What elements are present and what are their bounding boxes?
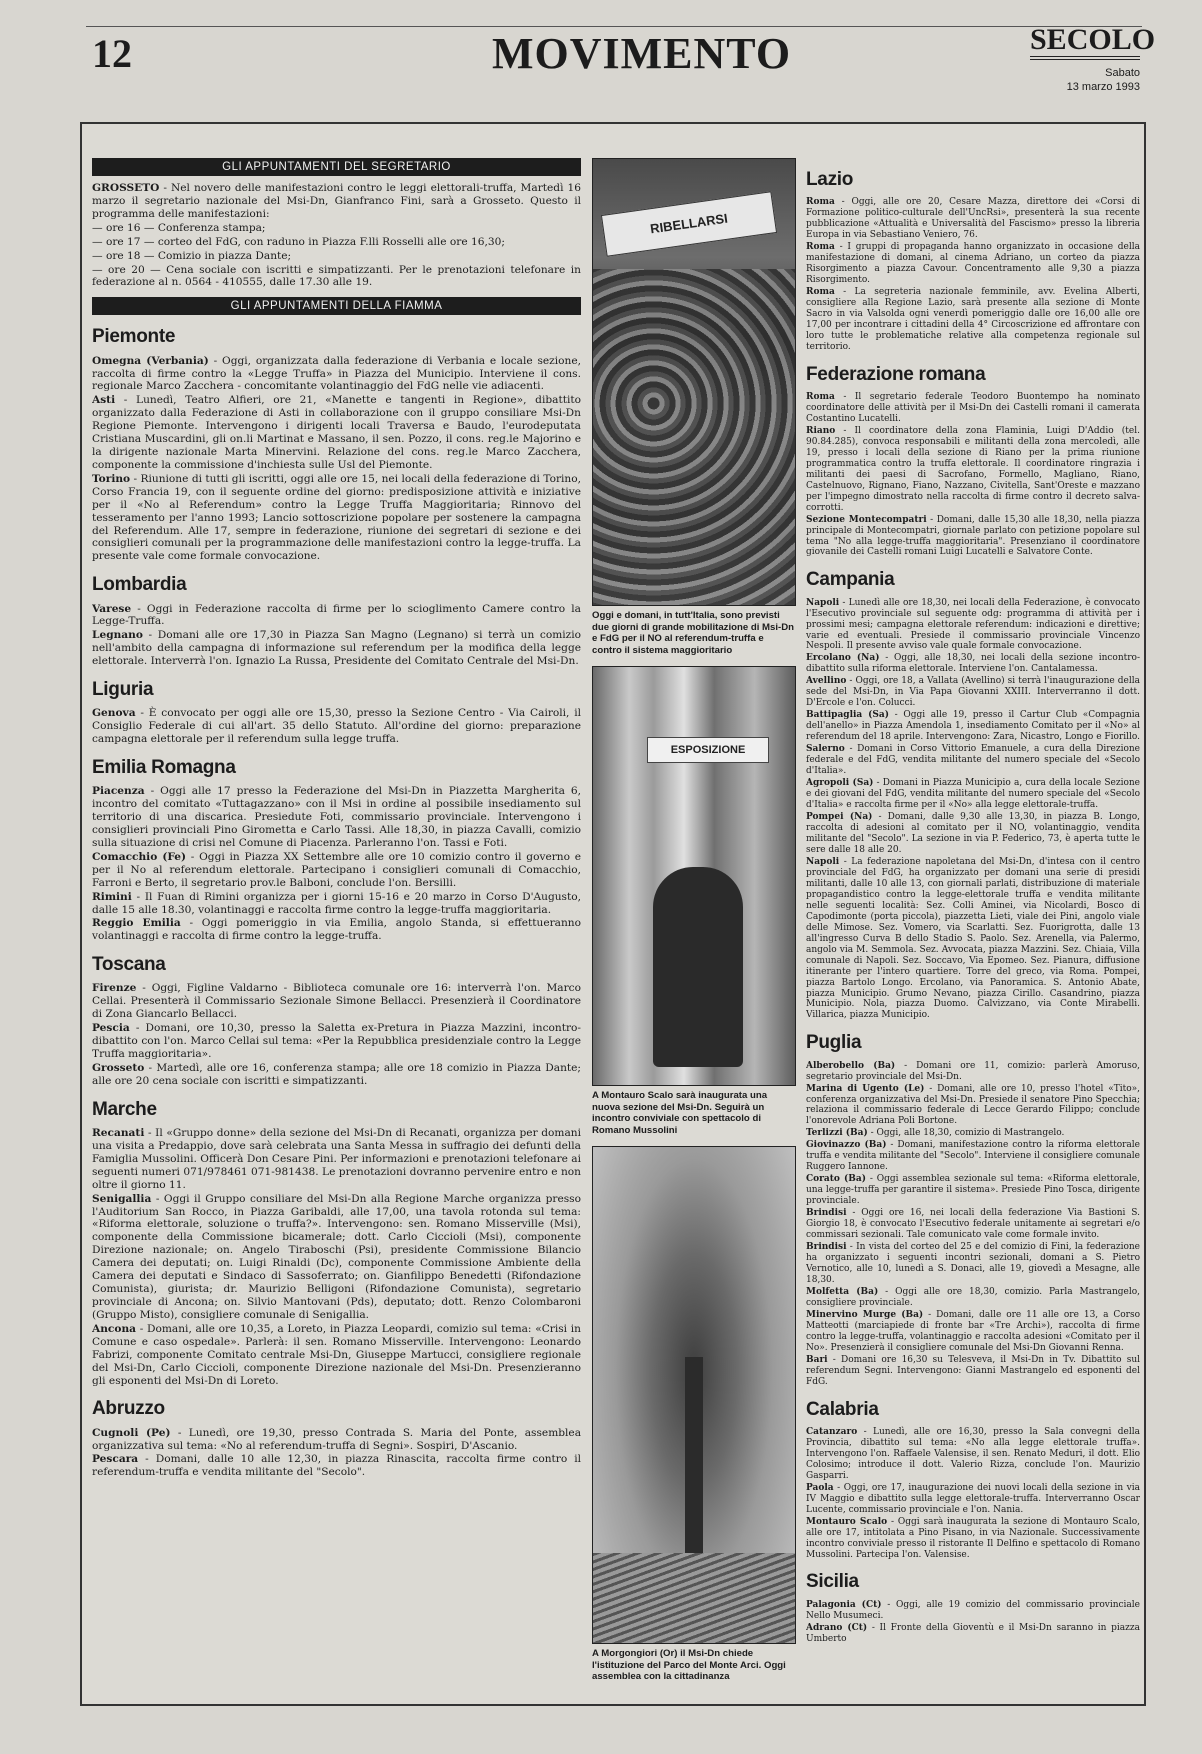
issue-date	[1030, 66, 1140, 95]
announcement-text: - Domani, dalle 15,30 alle 18,30, nella piazza principale di Montecompatri, giornale parlato con petizione popolare sul tema "No alla legge-truffa maggioritaria". Presenziano il coordinatore giovanile dei Castelli romani Luigi Lucatelli e Salvatore Conte.	[806, 514, 1140, 558]
announcement-location: Ancona	[92, 1322, 137, 1335]
announcement-text: - Lunedì alle ore 18,30, nei locali della Federazione, è convocato l'Esecutivo provinciale sul seguente odg: programma di attività per i prossimi mesi; campagna elettorale referendum: indicazioni e direttive; varie ed eventuali. Presiede il commissario provinciale Vincenzo Nespoli. Il presente avviso vale quale formale convocazione.	[806, 597, 1140, 652]
announcement-text: - Oggi in Piazza XX Settembre alle ore 10 comizio contro il governo e per il No al referendum elettorale. Partecipano i consiglieri comunali di Comacchio, Farroni e Berto, il segretario prov.le Balboni, conclude l'on. Bersilli.	[92, 850, 581, 889]
announcement	[806, 1242, 1140, 1286]
announcement	[92, 1427, 581, 1453]
announcement	[806, 1174, 1140, 1207]
announcement-location: Minervino Murge (Ba)	[806, 1309, 924, 1320]
announcement	[92, 250, 581, 263]
announcement	[92, 1127, 581, 1192]
announcement-location: Cugnoli (Pe)	[92, 1426, 171, 1439]
announcement-location: Ercolano (Na)	[806, 653, 880, 664]
announcement	[806, 515, 1140, 559]
announcement-location: Roma	[806, 391, 835, 402]
segretario-section	[92, 182, 581, 289]
announcement-text: - Il «Gruppo donne» della sezione del Msi-Dn di Recanati, organizza per domani una visita a Predappio, dove sarà celebrata una Santa Messa in suffragio dei defunti della Famiglia Mussolini. Officerà Don Cesare Pini. Per informazioni e prenotazioni telefonare ai seguenti numeri 071/978461 071-981438. Le prenotazioni dovranno pervenire entro e non oltre il giorno 11.	[92, 1127, 581, 1191]
announcement-text: - Domani ore 16,30 su Telesveva, il Msi-Dn in Tv. Dibattito sul referendum Segni. Intervengono: Gianni Mastrangelo ed esponenti del FdG.	[806, 1354, 1140, 1387]
announcement-location: Marina di Ugento (Le)	[806, 1083, 925, 1094]
middle-column	[592, 158, 796, 1693]
announcement-text: - Il segretario federale Teodoro Buontempo ha nominato coordinatore delle attività per il Msi-Dn dei Castelli romani il camerata Costantino Lucatelli.	[806, 391, 1140, 424]
announcement-text: - Oggi pomeriggio in via Emilia, angolo Standa, si effettueranno volantinaggi e raccolta di firme contro la legge-truffa.	[92, 917, 581, 943]
announcement-text: - Oggi, alle 18,30, comizio di Mastrangelo.	[867, 1128, 1065, 1139]
announcement-text: - Oggi in Federazione raccolta di firme per lo scioglimento Camere contro la Legge-Truffa.	[92, 602, 581, 628]
announcement-location: Napoli	[806, 856, 840, 867]
announcement	[806, 1128, 1140, 1139]
announcement-location: Alberobello (Ba)	[806, 1060, 896, 1071]
announcement	[92, 355, 581, 394]
announcement	[92, 473, 581, 563]
announcement-text: - Domani, dalle 10 alle 12,30, in piazza Rinascita, raccolta firme contro il referendum-truffa e vendita militante del "Secolo".	[92, 1453, 581, 1479]
announcement	[806, 1084, 1140, 1128]
announcement-location: Corato (Ba)	[806, 1174, 866, 1185]
rally-caption: Oggi e domani, in tutt'Italia, sono previsti due giorni di grande mobilitazione di Msi-Dn e FdG per il NO al referendum-truffa e contro il sistema maggioritario	[592, 610, 795, 656]
announcement	[806, 1355, 1140, 1388]
announcement	[92, 236, 581, 249]
park-photo	[592, 1146, 796, 1644]
announcement-location: Napoli	[806, 597, 840, 608]
announcement-text: - Domani alle ore 17,30 in Piazza San Magno (Legnano) si terrà un comizio nell'ambito della campagna di informazione sul referendum per la modifica della legge elettorale. Interverrà l'on. Ignazio La Russa, Presidente del Comitato Centrale del Msi-Dn.	[92, 629, 581, 668]
announcement-location: Battipaglia (Sa)	[806, 710, 890, 721]
left-regions	[92, 325, 581, 1479]
announcement-location: Molfetta (Ba)	[806, 1286, 879, 1297]
announcement-text: - Domani in Corso Vittorio Emanuele, a cura della Direzione federale e del FdG, vendita militante del numero speciale del «Secolo d'Italia».	[806, 744, 1140, 777]
announcement-location: Catanzaro	[806, 1426, 858, 1437]
left-column	[92, 158, 581, 1702]
announcement	[806, 1287, 1140, 1309]
announcement-text: - Domani, dalle 9,30 alle 13,30, in piazza B. Longo, raccolta di adesioni al comitato per il NO, volantinaggio, vendita militante del "Secolo". La sezione in via P. Federico, 73, è aperta tutte le sere dalle 18 alle 20.	[806, 812, 1140, 855]
announcement-text: - Riunione di tutti gli iscritti, oggi alle ore 15, nei locali della federazione di Torino, Corso Francia 19, con il seguente ordine del giorno: predisposizione attività e iniziative per il «No al Referendum» contro la Legge Truffa Maggioritaria; Rinnovo del tesseramento per l'anno 1993; Lancio sottoscrizione popolare per sostenere la campagna del Referendum. Alle 17, sempre in federazione, riunione dei segretari di sezione e dei consiglieri comunali per la programmazione delle manifestazioni contro la legge-truffa. La presente vale come formale convocazione.	[92, 472, 581, 563]
announcement	[92, 707, 581, 746]
announcement-text: — ore 18 — Comizio in piazza Dante;	[92, 249, 292, 262]
masthead	[1030, 23, 1156, 94]
announcement-text: - Lunedì, alle ore 16,30, presso la Sala convegni della Provincia, dibattito sul tema: «No alla legge elettorale truffa». Intervengono l'on. Raffaele Valensise, il sen. Renato Meduri, il dott. Elio Colosimo; introduce il dott. Valerio Rizza, conclude l'on. Maurizio Gasparri.	[806, 1426, 1140, 1481]
announcement-location: Adrano (Ct)	[806, 1622, 868, 1633]
announcement-text: - Domani, manifestazione contro la riforma elettorale truffa e vendita militante del "Secolo". Interviene il consigliere comunale Ruggero Iannone.	[806, 1140, 1140, 1173]
announcement-location: Avellino	[806, 676, 847, 687]
announcement-text: - Il Fronte della Gioventù e il Msi-Dn saranno in piazza Umberto	[806, 1622, 1140, 1644]
announcement	[806, 1623, 1140, 1645]
announcement-location: Agropoli (Sa)	[806, 778, 874, 789]
announcement	[92, 891, 581, 917]
announcement-location: Legnano	[92, 629, 143, 642]
announcement	[92, 851, 581, 890]
announcement	[806, 778, 1140, 811]
announcement-text: - Domani, alle ore 10,35, a Loreto, in Piazza Leopardi, comizio sul tema: «Crisi in Comune e caso ospedale». Parlerà: il sen. Romano Misserville. Intervengono: Leonardo Fabrizi, componente Comitato centrale Msi-Dn, Giuseppe Martucci, consigliere regionale del Msi-Dn, Carlo Ciccioli, componente Direzione nazionale del Msi-Dn. Presenzieranno gli esponenti del Msi-Dn di Loreto.	[92, 1322, 581, 1387]
announcement-location: Genova	[92, 707, 136, 720]
announcement-text: - Oggi, organizzata dalla federazione di Verbania e locale sezione, raccolta di firme contro la «Legge Truffa» in Piazza del Municipio. Interviene il cons. regionale Marco Zacchera - concomitante volantinaggio del FdG nelle vie adiacenti.	[92, 354, 581, 393]
announcement-text: - Oggi alle ore 18,30, comizio. Parla Mastrangelo, consigliere provinciale.	[806, 1286, 1140, 1308]
region-heading: Liguria	[92, 679, 154, 701]
park-caption: A Morgongiori (Or) il Msi-Dn chiede l'istituzione del Parco del Monte Arci. Oggi assemblea con la cittadinanza	[592, 1648, 786, 1682]
announcement-text: - Lunedì, ore 19,30, presso Contrada S. Maria del Ponte, assemblea organizzativa sul tema: «No al referendum-truffa di Segni». Sospiri, D'Ascanio.	[92, 1426, 581, 1452]
announcement-location: Pescia	[92, 1022, 130, 1035]
crowd-image	[593, 269, 795, 605]
announcement-location: Riano	[806, 425, 836, 436]
announcement-text: - In vista del corteo del 25 e del comizio di Fini, la federazione ha organizzato i seguenti incontri sezionali, domani a S. Pietro Vernotico, alle 10, lunedì a S. Donaci, alle 19, giovedì a Mesagne, alle 18,30.	[806, 1242, 1140, 1285]
region-heading: Lombardia	[92, 574, 187, 596]
announcement	[806, 1427, 1140, 1482]
announcement-text: - È convocato per oggi alle ore 15,30, presso la Sezione Centro - Via Cairoli, il Consiglio Federale di cui all'art. 35 dello Statuto. All'ordine del giorno: preparazione campagna elettorale per il referendum sulla legge truffa.	[92, 707, 581, 746]
announcement-text: - Domani, alle ore 10, presso l'hotel «Tito», conferenza organizzativa del Msi-Dn. Presiede il senatore Pino Specchia; relaziona il commissario federale di Lecce Gerardo Filippo; conclude l'onorevole Adriana Poli Bortone.	[806, 1083, 1140, 1127]
announcement-text: — ore 20 — Cena sociale con iscritti e simpatizzanti. Per le prenotazioni telefonare in federazione al n. 0564 - 410555, dalle 17.30 alle 19.	[92, 263, 581, 289]
region-heading: Emilia Romagna	[92, 757, 236, 779]
announcement	[92, 917, 581, 943]
right-column	[806, 158, 1140, 1702]
announcement-text: — ore 17 — corteo del FdG, con raduno in Piazza F.lli Rosselli alle ore 16,30;	[92, 235, 505, 248]
announcement	[806, 426, 1140, 514]
announcement-text: - Domani in Piazza Municipio a, cura della locale Sezione e dei giovani del FdG, vendita militante del numero speciale del «Secolo d'Italia» e raccolta firme per il «No» alla legge elettorale-truffa.	[806, 778, 1140, 811]
announcement-location: Roma	[806, 242, 835, 253]
segretario-bar: GLI APPUNTAMENTI DEL SEGRETARIO	[92, 158, 581, 176]
announcement-text: - Domani, dalle ore 11 alle ore 13, a Corso Matteotti (marciapiede di fronte bar «Tre Archi»), raccolta di firme contro la legge-truffa, volantinaggio e raccolta adesioni «Comitato per il No». Presenzierà il consigliere comunale del Msi-Dn Giovanni Renna.	[806, 1309, 1140, 1353]
announcement-text: - Oggi alle 17 presso la Federazione del Msi-Dn in Piazzetta Margherita 6, incontro del comitato «Tuttagazzano» con il Msi in ordine al possibile insediamento sul territorio di una discarica. Presiedute Foti, commissario provinciale. Intervengono i consiglieri provinciali Pino Girometta e Carlo Tassi. Alle 18,30, in piazza Cavalli, comizio sulla situazione di crisi nel Comune di Piacenza. Parleranno l'on. Tassi e Foti.	[92, 785, 581, 849]
issue-date-text: 13 marzo 1993	[1066, 80, 1140, 93]
announcement-location: Torino	[92, 472, 131, 485]
announcement	[92, 982, 581, 1021]
announcement-location: Rimini	[92, 890, 132, 903]
announcement-text: - Oggi, ore 18, a Vallata (Avellino) si terrà l'inaugurazione della sede del Msi-Dn, in Via Papa Giovanni XXIII. Interverranno il dott. D'Ercole e l'on. Colucci.	[806, 676, 1140, 709]
announcement	[806, 598, 1140, 653]
announcement-location: Pescara	[92, 1453, 139, 1466]
announcement-text: - Oggi il Gruppo consiliare del Msi-Dn alla Regione Marche organizza presso l'Auditorium San Rocco, in Piazza Garibaldi, alle 17,00, una tavola rotonda sul tema: «Riforma elettorale, soluzione o truffa?». Intervengono: sen. Romano Misserville (Msi), componente della Commissione bicamerale; dott. Carlo Ciccioli (Msi), componente Direzione nazionale; on. Angelo Tiraboschi (Psi), presidente Commissione Bilancio Camera dei deputati; on. Luigi Rinaldi (Dc), componente Commissione Ambiente della Camera dei deputati e Sindaco di Sassoferrato; on. Gianfilippo Benedetti (Rifondazione Comunista), giurista; dr. Maurizio Belligoni (Rifondazione Comunista), segretario provinciale di Ancona; on. Silvio Mantovani (Pds), deputato; dott. Renzo Colombaroni (Gruppo Misto), consigliere comunale di Senigallia.	[92, 1192, 581, 1321]
announcement-text: - La segreteria nazionale femminile, avv. Evelina Alberti, consigliere alla Regione Lazio, sarà presente alla sezione di Monte Sacro in via Valsolda ogni venerdì pomeriggio dalle ore 16,00 alle ore 17,00 per incontrare i cittadini della 4° Circoscrizione ed affrontare con loro tutte le problematiche relative alla competenza regionale sul territorio.	[806, 286, 1140, 352]
region-heading: Sicilia	[806, 1571, 859, 1593]
announcement-text: - Il Fuan di Rimini organizza per i giorni 15-16 e 20 marzo in Corso D'Augusto, dalle 15 alle 18.30, volantinaggi e raccolta firme contro la legge-truffa maggioritaria.	[92, 890, 581, 916]
announcement	[92, 785, 581, 850]
region-heading: Marche	[92, 1098, 157, 1120]
announcement	[92, 182, 581, 221]
announcement	[92, 629, 581, 668]
announcement	[806, 1208, 1140, 1241]
announcement-text: — ore 16 — Conferenza stampa;	[92, 221, 266, 234]
announcement	[806, 287, 1140, 353]
announcement-location: Piacenza	[92, 785, 145, 798]
region-heading: Abruzzo	[92, 1398, 165, 1420]
announcement-location: Brindisi	[806, 1208, 847, 1219]
ground-image	[593, 1553, 795, 1643]
announcement	[806, 1600, 1140, 1622]
announcement	[806, 1483, 1140, 1516]
announcement	[806, 812, 1140, 856]
announcement-text: - Nel novero delle manifestazioni contro le leggi elettorali-truffa, Martedì 16 marzo il segretario nazionale del Msi-Dn, Gianfranco Fini, sarà a Grosseto. Questo il programma delle manifestazioni:	[92, 182, 581, 220]
announcement-text: - Domani, ore 10,30, presso la Saletta ex-Pretura in Piazza Mazzini, incontro-dibattito con l'on. Marco Cellai sul tema: «Per la Repubblica presidenziale contro la Legge Truffa maggioritaria».	[92, 1022, 581, 1061]
announcement	[806, 744, 1140, 777]
announcement-location: Grosseto	[92, 1061, 145, 1074]
top-rule	[86, 26, 1142, 27]
announcement	[806, 676, 1140, 709]
announcement-location: Senigallia	[92, 1192, 152, 1205]
announcement-location: Terlizzi (Ba)	[806, 1128, 868, 1139]
announcement-location: Brindisi	[806, 1242, 847, 1253]
section-sign: ESPOSIZIONE	[647, 737, 769, 763]
page-frame	[80, 122, 1146, 1706]
announcement-text: - Domani ore 11, comizio: parlerà Amoruso, segretario provinciale del Msi-Dn.	[806, 1060, 1140, 1082]
announcement-location: Comacchio (Fe)	[92, 850, 187, 863]
region-heading: Puglia	[806, 1032, 862, 1054]
announcement-text: - Oggi, alle ore 20, Cesare Mazza, direttore dei «Corsi di Formazione politico-culturale dell'UncRsi», presenterà la sua recente pubblicazione «Attualità e Universalità del Fascismo» presso la libreria Europa in via Sebastiano Veniero, 76.	[806, 197, 1140, 241]
announcement	[92, 1193, 581, 1322]
announcement	[92, 1323, 581, 1388]
announcement	[806, 197, 1140, 241]
announcement-location: Palagonia (Ct)	[806, 1599, 882, 1610]
announcement	[806, 1061, 1140, 1083]
announcement	[92, 603, 581, 629]
region-heading: Piemonte	[92, 326, 176, 348]
announcement-location: Varese	[92, 602, 132, 615]
person-figure	[653, 867, 743, 1067]
announcement	[92, 264, 581, 290]
rally-banner: RIBELLARSI	[601, 191, 777, 257]
region-heading: Federazione romana	[806, 363, 986, 385]
announcement	[806, 392, 1140, 425]
page-number: 12	[92, 31, 132, 76]
region-heading: Lazio	[806, 169, 854, 190]
announcement-location: Montauro Scalo	[806, 1516, 888, 1527]
announcement-location: Sezione Montecompatri	[806, 514, 927, 525]
announcement-location: Reggio Emilia	[92, 917, 181, 930]
region-heading: Campania	[806, 569, 895, 591]
section-title: MOVIMENTO	[492, 29, 792, 78]
announcement-text: - Martedì, alle ore 16, conferenza stampa; alle ore 18 comizio in Piazza Dante; alle ore 20 cena sociale con iscritti e simpatizzanti.	[92, 1061, 581, 1087]
announcement-location: Salerno	[806, 744, 845, 755]
announcement-location: Paola	[806, 1482, 834, 1493]
announcement-text: - La federazione napoletana del Msi-Dn, d'intesa con il centro provinciale del FdG, ha organizzato per domani una serie di presidi militanti, dalle 10 alle 13, con giornali parlati, distribuzione di materiale propagandistico contro la legge-elettorale truffa e vendita militante nelle seguenti località: Sez. Colli Aminei, via Nicolardi, Bosco di Capodimonte (porta piccola), piazzetta Lieti, viale dei Pini, angolo viale delle Mimose. Sez. Vomero, via Scarlatti. Sez. Fuorigrotta, dalle 13 all'ingresso Curva B dello Stadio S. Paolo. Sez. Arenella, via Palermo, angolo via M. Semmola. Sez. Avvocata, piazza Mazzini. Sez. Chiaia, Villa comunale di Napoli. Sez. Soccavo, Via Epomeo. Sez. Pianura, diffusione itinerante per l'intero quartiere. Torre del greco, via Roma. Pompei, piazza Bartolo Longo. Ercolano, via Panoramica. S. Antonio Abate, piazza Municipio. Grumo Nevano, piazza Cirillo. Casandrino, piazza Municipio. Nola, piazza Duomo. Calvizzano, via Conte Mirabelli. Villarica, piazza Municipio.	[806, 856, 1140, 1021]
section-photo	[592, 666, 796, 1086]
announcement-location: GROSSETO	[92, 182, 160, 195]
announcement-text: - Oggi sarà inaugurata la sezione di Montauro Scalo, alle ore 17, intitolata a Pino Pisano, in via Nazionale. Successivamente incontro conviviale presso il ristorante Il Delfino e spettacolo di Romano Mussolini. Partecipa l'on. Valensise.	[806, 1516, 1140, 1560]
announcement	[806, 653, 1140, 675]
announcement-text: - Il coordinatore della zona Flaminia, Luigi D'Addio (tel. 90.84.285), convoca responsabili e militanti della zona mercoledì, alle 19, presso i locali della sezione di Riano per la prima riunione programmatica contro la truffa elettorale. Il coordinatore ringrazia i militanti dei paesi di Sacrofano, Formello, Magliano, Riano, Castelnuovo, Rignano, Fiano, Nazzano, Civitella, Sant'Oreste e mazzano per l'impegno dimostrato nella raccolta di firme contro il decreto salva-corrotti.	[806, 425, 1140, 513]
fiamma-bar: GLI APPUNTAMENTI DELLA FIAMMA	[92, 297, 581, 315]
announcement	[92, 1062, 581, 1088]
announcement-location: Omegna (Verbania)	[92, 354, 209, 367]
announcement-location: Bari	[806, 1354, 828, 1365]
announcement-location: Roma	[806, 197, 835, 208]
announcement	[806, 857, 1140, 1022]
region-heading: Toscana	[92, 954, 166, 976]
announcement-text: - Oggi alle 19, presso il Cartur Club «Compagnia dell'anello» in Piazza Amendola 1, insediamento Comitato per il «No» al referendum del 18 aprile. Intervengono: Zara, Nicastro, Longo e Fiorillo.	[806, 710, 1140, 743]
section-caption: A Montauro Scalo sarà inaugurata una nuova sezione del Msi-Dn. Seguirà un incontro conviviale con spettacolo di Romano Mussolini	[592, 1090, 768, 1136]
announcement-text: - Oggi, ore 17, inaugurazione dei nuovi locali della sezione in via IV Maggio e dibattito sulla legge elettorale-truffa. Interverranno Oscar Lucente, commissario provinciale e l'on. Nania.	[806, 1482, 1140, 1515]
announcement	[806, 242, 1140, 286]
announcement-location: Recanati	[92, 1127, 145, 1139]
announcement-text: - Oggi, Figline Valdarno - Biblioteca comunale ore 16: interverrà l'on. Marco Cellai. Presenterà il Commissario Sezionale Simone Bellacci. Presenzierà il Coordinatore di Zona Giancarlo Bellacci.	[92, 982, 581, 1021]
announcement	[806, 710, 1140, 743]
announcement-location: Firenze	[92, 982, 137, 995]
announcement	[92, 1022, 581, 1061]
announcement-location: Asti	[92, 394, 116, 407]
announcement-text: - Lunedì, Teatro Alfieri, ore 21, «Manette e tangenti in Regione», dibattito organizzato dalla Federazione di Asti in collaborazione con il gruppo consiliare Msi-Dn Regione Piemonte. Intervengono i dirigenti locali Traversa e Baudo, l'eurodeputata Cristiana Muscardini, gli on.li Martinat e Massano, il sen. Pozzo, il cons. reg.le Majorino e la dirigente nazionale Marta Minervini. Relazione del cons. reg.le Marco Zacchera, componente la commissione d'inchiesta sulle Usl del Piemonte.	[92, 394, 581, 471]
announcement-text: - I gruppi di propaganda hanno organizzato in occasione della manifestazione di domani, al cinema Adriano, un corteo da piazza Risorgimento a piazza Cavour. Concentramento alle 9,30 a piazza Risorgimento.	[806, 242, 1140, 285]
rally-photo	[592, 158, 796, 606]
announcement	[92, 222, 581, 235]
announcement-location: Roma	[806, 286, 835, 297]
announcement-text: - Oggi, alle 19 comizio del commissario provinciale Nello Musumeci.	[806, 1599, 1140, 1621]
region-heading: Calabria	[806, 1398, 879, 1420]
announcement	[806, 1310, 1140, 1354]
announcement-text: - Oggi, alle 18,30, nei locali della sezione incontro-dibattito sulla riforma elettorale. Interviene l'on. Cantalamessa.	[806, 653, 1140, 675]
announcement	[806, 1140, 1140, 1173]
announcement-text: - Oggi assemblea sezionale sul tema: «Riforma elettorale, una legge-truffa per garantire il sistema». Presiede Pino Tosca, dirigente provinciale.	[806, 1174, 1140, 1207]
announcement	[806, 1517, 1140, 1561]
issue-day: Sabato	[1105, 66, 1140, 79]
announcement-text: - Oggi ore 16, nei locali della federazione Via Bastioni S. Giorgio 18, è convocato l'Esecutivo federale unitamente ai segretari e/o commissari sezionali. Tale comunicato vale come formale invito.	[806, 1208, 1140, 1241]
announcement-location: Pompei (Na)	[806, 812, 873, 823]
announcement	[92, 394, 581, 472]
announcement-location: Giovinazzo (Ba)	[806, 1140, 887, 1151]
announcement	[92, 1453, 581, 1479]
paper-logo: SECOLO	[1030, 24, 1140, 60]
